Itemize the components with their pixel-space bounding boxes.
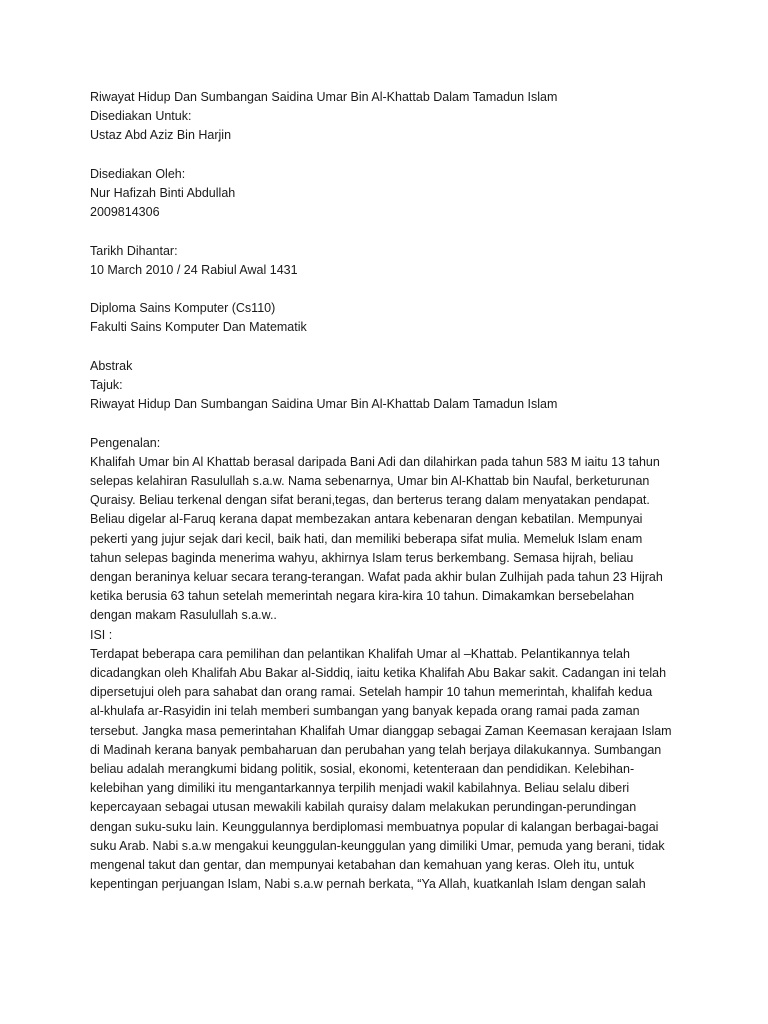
spacer xyxy=(90,146,750,165)
introduction-paragraph xyxy=(90,453,750,626)
paragraph-line: kepentingan perjuangan Islam, Nabi s.a.w pernah berkata, “Ya Allah, kuatkanlah Islam dengan salah xyxy=(90,877,646,892)
student-id: 2009814306 xyxy=(90,205,160,220)
content-heading: ISI : xyxy=(90,627,113,642)
spacer xyxy=(90,222,750,241)
paragraph-line: tahun selepas baginda menerima wahyu, akhirnya Islam terus berkembang. Semasa hijrah, beliau xyxy=(90,550,634,565)
topic-label: Tajuk: xyxy=(90,377,123,392)
paragraph-line: tersebut. Jangka masa pemerintahan Khalifah Umar dianggap sebagai Zaman Keemasan kerajaan Islam xyxy=(90,723,672,738)
content-paragraph xyxy=(90,645,750,895)
paragraph-line: di Madinah kerana banyak pembaharuan dan perubahan yang telah berjaya dilakukannya. Sumbangan xyxy=(90,742,662,757)
paragraph-line: Beliau digelar al-Faruq kerana dapat membezakan antara kebenaran dengan kebatilan. Mempunyai xyxy=(90,512,643,527)
paragraph-line: kepercayaan sebagai utusan mewakili kabilah quraisy dalam melakukan perundingan-perundingan xyxy=(90,800,637,815)
paragraph-line: beliau adalah merangkumi bidang politik, sosial, ekonomi, ketenteraan dan pendidikan. Kelebihan- xyxy=(90,762,635,777)
date-value: 10 March 2010 / 24 Rabiul Awal 1431 xyxy=(90,262,298,277)
paragraph-line: Quraisy. Beliau terkenal dengan sifat berani,tegas, dan berterus terang dalam menyatakan pendapat. xyxy=(90,493,650,508)
introduction-heading: Pengenalan: xyxy=(90,435,161,450)
topic-value: Riwayat Hidup Dan Sumbangan Saidina Umar Bin Al-Khattab Dalam Tamadun Islam xyxy=(90,397,558,412)
prepared-for-label: Disediakan Untuk: xyxy=(90,109,192,124)
paragraph-line: ketika berusia 63 tahun setelah memerintah negara kira-kira 10 tahun. Dimakamkan bersebelahan xyxy=(90,589,635,604)
paragraph-line: pekerti yang jujur sejak dari kecil, baik hati, dan memiliki beberapa sifat mulia. Memeluk Islam enam xyxy=(90,531,643,546)
document-page xyxy=(90,88,750,894)
paragraph-line: al-khulafa ar-Rasyidin ini telah memberi sumbangan yang banyak kepada orang ramai pada zaman xyxy=(90,704,640,719)
paragraph-line: mengenal takut dan gentar, dan mempunyai ketabahan dan kemahuan yang keras. Oleh itu, untuk xyxy=(90,858,635,873)
spacer xyxy=(90,414,750,433)
program-name: Diploma Sains Komputer (Cs110) xyxy=(90,301,276,316)
paragraph-line: dengan beraninya keluar secara terang-terangan. Wafat pada akhir bulan Zulhijah pada tahun 23 Hijrah xyxy=(90,570,663,584)
paragraph-line: suku Arab. Nabi s.a.w mengakui keunggulan-keunggulan yang dimiliki Umar, pemuda yang berani, tidak xyxy=(90,838,665,853)
prepared-by-label: Disediakan Oleh: xyxy=(90,166,186,181)
date-label: Tarikh Dihantar: xyxy=(90,243,178,258)
paragraph-line: dipersetujui oleh para sahabat dan orang ramai. Setelah hampir 10 tahun memerintah, khalifah kedua xyxy=(90,685,653,700)
prepared-by-name: Nur Hafizah Binti Abdullah xyxy=(90,186,236,200)
paragraph-line: dengan suku-suku lain. Keunggulannya berdiplomasi membuatnya popular di kalangan berbagai-bagai xyxy=(90,819,659,834)
spacer xyxy=(90,280,750,299)
paragraph-line: kelebihan yang dimiliki itu mengantarkannya terpilih menjadi wakil kabilahnya. Beliau selalu diberi xyxy=(90,781,630,796)
spacer xyxy=(90,338,750,357)
paragraph-line: Terdapat beberapa cara pemilihan dan pelantikan Khalifah Umar al –Khattab. Pelantikannya telah xyxy=(90,646,630,661)
abstract-heading: Abstrak xyxy=(90,358,133,373)
document-title: Riwayat Hidup Dan Sumbangan Saidina Umar Bin Al-Khattab Dalam Tamadun Islam xyxy=(90,90,558,104)
prepared-for-name: Ustaz Abd Aziz Bin Harjin xyxy=(90,128,232,143)
faculty-name: Fakulti Sains Komputer Dan Matematik xyxy=(90,320,307,335)
paragraph-line: dicadangkan oleh Khalifah Abu Bakar al-Siddiq, iaitu ketika Khalifah Abu Bakar sakit. Cadangan ini telah xyxy=(90,666,667,681)
paragraph-line: dengan makam Rasulullah s.a.w.. xyxy=(90,608,277,623)
paragraph-line: selepas kelahiran Rasulullah s.a.w. Nama sebenarnya, Umar bin Al-Khattab bin Naufal, berketurunan xyxy=(90,473,650,488)
paragraph-line: Khalifah Umar bin Al Khattab berasal daripada Bani Adi dan dilahirkan pada tahun 583 M iaitu 13 tahun xyxy=(90,454,660,469)
